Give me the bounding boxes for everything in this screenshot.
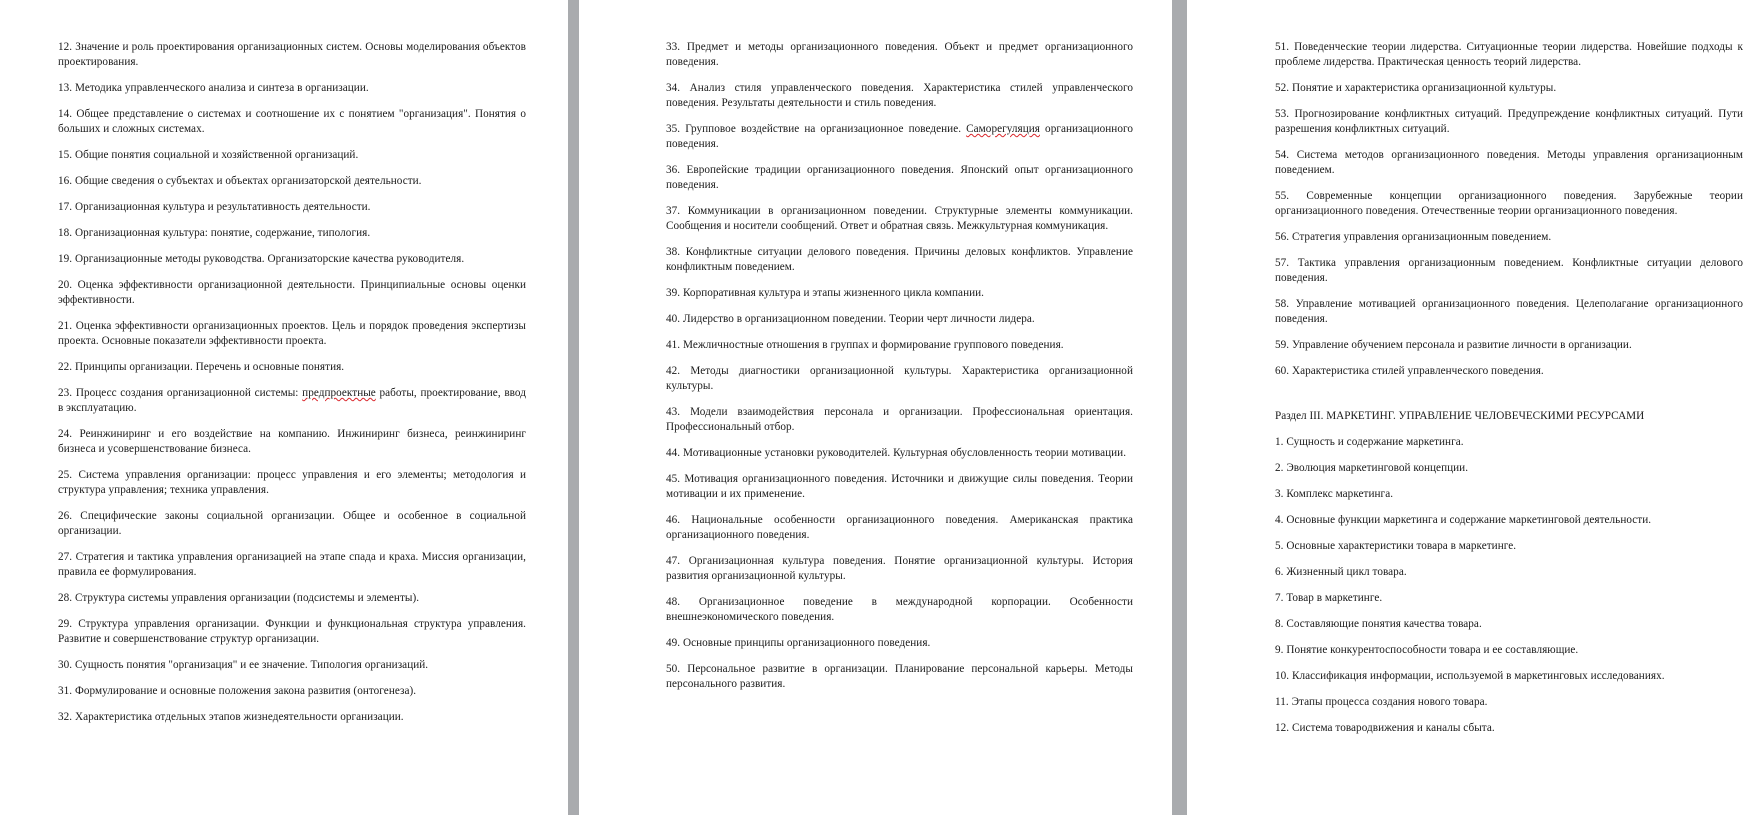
list-item: 11. Этапы процесса создания нового товара.	[1275, 696, 1488, 708]
list-item: 32. Характеристика отдельных этапов жизнедеятельности организации.	[58, 711, 404, 723]
list-item: 15. Общие понятия социальной и хозяйственной организаций.	[58, 149, 359, 161]
item-text: работы, проектирование, ввод в эксплуатацию.	[58, 387, 526, 414]
list-item: 5. Основные характеристики товара в маркетинге.	[1275, 540, 1517, 552]
list-item: 36. Европейские традиции организационного поведения. Японский опыт организационного поведения.	[666, 164, 1133, 191]
list-item: 29. Структура управления организации. Функции и функциональная структура управления. Развитие и совершенствование структур организации.	[58, 618, 526, 645]
list-item: 54. Система методов организационного поведения. Методы управления организационным поведением.	[1275, 149, 1743, 176]
document-page-3	[1187, 0, 1759, 815]
list-item: 49. Основные принципы организационного поведения.	[666, 637, 931, 649]
list-item: 4. Основные функции маркетинга и содержание маркетинговой деятельности.	[1275, 514, 1652, 526]
list-item: 31. Формулирование и основные положения закона развития (онтогенеза).	[58, 685, 417, 697]
list-item: 45. Мотивация организационного поведения. Источники и движущие силы поведения. Теории мотивации и их применение.	[666, 473, 1133, 500]
list-item: 52. Понятие и характеристика организационной культуры.	[1275, 82, 1557, 94]
list-item: 41. Межличностные отношения в группах и формирование группового поведения.	[666, 339, 1064, 351]
list-item: 42. Методы диагностики организационной культуры. Характеристика организационной культуры.	[666, 365, 1133, 392]
list-item: 60. Характеристика стилей управленческого поведения.	[1275, 365, 1544, 377]
spellcheck-flagged-word[interactable]: Саморегуляция	[966, 123, 1040, 135]
list-item: 56. Стратегия управления организационным поведением.	[1275, 231, 1552, 243]
list-item: 9. Понятие конкурентоспособности товара и ее составляющие.	[1275, 644, 1579, 656]
list-item: 43. Модели взаимодействия персонала и организации. Профессиональная ориентация. Профессиональный отбор.	[666, 406, 1133, 433]
list-item	[666, 122, 1133, 152]
list-item: 7. Товар в маркетинге.	[1275, 592, 1383, 604]
document-page-2	[579, 0, 1172, 815]
list-item: 33. Предмет и методы организационного поведения. Объект и предмет организационного поведения.	[666, 41, 1133, 68]
list-item: 24. Реинжиниринг и его воздействие на компанию. Инжиниринг бизнеса, реинжиниринг бизнеса и усовершенствование бизнеса.	[58, 428, 526, 455]
list-item: 30. Сущность понятия "организация" и ее значение. Типология организаций.	[58, 659, 429, 671]
item-text: 23. Процесс создания организационной системы:	[58, 387, 303, 399]
list-item: 57. Тактика управления организационным поведением. Конфликтные ситуации делового поведения.	[1275, 257, 1743, 284]
list-item: 1. Сущность и содержание маркетинга.	[1275, 436, 1464, 448]
list-item: 37. Коммуникации в организационном поведении. Структурные элементы коммуникации. Сообщения и носители сообщений. Ответ и обратная связь. Межкультурная коммуникация.	[666, 205, 1133, 232]
list-item	[58, 386, 526, 416]
list-item: 8. Составляющие понятия качества товара.	[1275, 618, 1482, 630]
list-item: 44. Мотивационные установки руководителей. Культурная обусловленность теории мотивации.	[666, 447, 1127, 459]
item-text: 35. Групповое воздействие на организационное поведение.	[666, 123, 967, 135]
list-item: 38. Конфликтные ситуации делового поведения. Причины деловых конфликтов. Управление конфликтным поведением.	[666, 246, 1133, 273]
list-item: 22. Принципы организации. Перечень и основные понятия.	[58, 361, 345, 373]
list-item: 10. Классификация информации, используемой в маркетинговых исследованиях.	[1275, 670, 1665, 682]
list-item: 46. Национальные особенности организационного поведения. Американская практика организационного поведения.	[666, 514, 1133, 541]
list-item: 17. Организационная культура и результативность деятельности.	[58, 201, 371, 213]
list-item: 40. Лидерство в организационном поведении. Теории черт личности лидера.	[666, 313, 1035, 325]
list-item: 53. Прогнозирование конфликтных ситуаций. Предупреждение конфликтных ситуаций. Пути разрешения конфликтных ситуаций.	[1275, 108, 1743, 135]
list-item: 55. Современные концепции организационного поведения. Зарубежные теории организационного поведения. Отечественные теории организационного поведения.	[1275, 190, 1743, 217]
list-item: 58. Управление мотивацией организационного поведения. Целеполагание организационного поведения.	[1275, 298, 1743, 325]
list-item: 26. Специфические законы социальной организации. Общее и особенное в социальной организации.	[58, 510, 526, 537]
list-item: 12. Система товародвижения и каналы сбыта.	[1275, 722, 1495, 734]
list-item: 28. Структура системы управления организации (подсистемы и элементы).	[58, 592, 420, 604]
section-heading: Раздел III. МАРКЕТИНГ. УПРАВЛЕНИЕ ЧЕЛОВЕЧЕСКИМИ РЕСУРСАМИ	[1275, 410, 1645, 422]
list-item: 6. Жизненный цикл товара.	[1275, 566, 1407, 578]
page-3-text	[1275, 40, 1743, 736]
list-item: 39. Корпоративная культура и этапы жизненного цикла компании.	[666, 287, 985, 299]
list-item: 2. Эволюция маркетинговой концепции.	[1275, 462, 1469, 474]
list-item: 12. Значение и роль проектирования организационных систем. Основы моделирования объектов проектирования.	[58, 41, 526, 68]
document-page-1	[0, 0, 568, 815]
list-item: 19. Организационные методы руководства. Организаторские качества руководителя.	[58, 253, 465, 265]
page-1-text	[58, 40, 526, 725]
item-text: организационного поведения.	[666, 123, 1133, 150]
list-item: 27. Стратегия и тактика управления организацией на этапе спада и краха. Миссия организации, правила ее формулирования.	[58, 551, 526, 578]
list-item: 51. Поведенческие теории лидерства. Ситуационные теории лидерства. Новейшие подходы к проблеме лидерства. Практическая ценность теорий лидерства.	[1275, 41, 1743, 68]
list-item: 48. Организационное поведение в международной корпорации. Особенности внешнеэкономического поведения.	[666, 596, 1133, 623]
page-2-text	[666, 40, 1133, 692]
list-item: 16. Общие сведения о субъектах и объектах организаторской деятельности.	[58, 175, 422, 187]
list-item: 34. Анализ стиля управленческого поведения. Характеристика стилей управленческого поведения. Результаты деятельности и стиль поведения.	[666, 82, 1133, 109]
list-item: 18. Организационная культура: понятие, содержание, типология.	[58, 227, 371, 239]
list-item: 50. Персональное развитие в организации. Планирование персональной карьеры. Методы персонального развития.	[666, 663, 1133, 690]
list-item: 20. Оценка эффективности организационной деятельности. Принципиальные основы оценки эффективности.	[58, 279, 526, 306]
list-item: 59. Управление обучением персонала и развитие личности в организации.	[1275, 339, 1632, 351]
list-item: 25. Система управления организации: процесс управления и его элементы; методология и структура управления; техника управления.	[58, 469, 526, 496]
spellcheck-flagged-word[interactable]: предпроектные	[302, 387, 376, 399]
list-item: 3. Комплекс маркетинга.	[1275, 488, 1394, 500]
list-item: 14. Общее представление о системах и соотношение их с понятием "организация". Понятия о больших и сложных системах.	[58, 108, 526, 135]
list-item: 21. Оценка эффективности организационных проектов. Цель и порядок проведения экспертизы проекта. Основные показатели эффективности проекта.	[58, 320, 526, 347]
list-item: 13. Методика управленческого анализа и синтеза в организации.	[58, 82, 369, 94]
list-item: 47. Организационная культура поведения. Понятие организационной культуры. История развития организационной культуры.	[666, 555, 1133, 582]
